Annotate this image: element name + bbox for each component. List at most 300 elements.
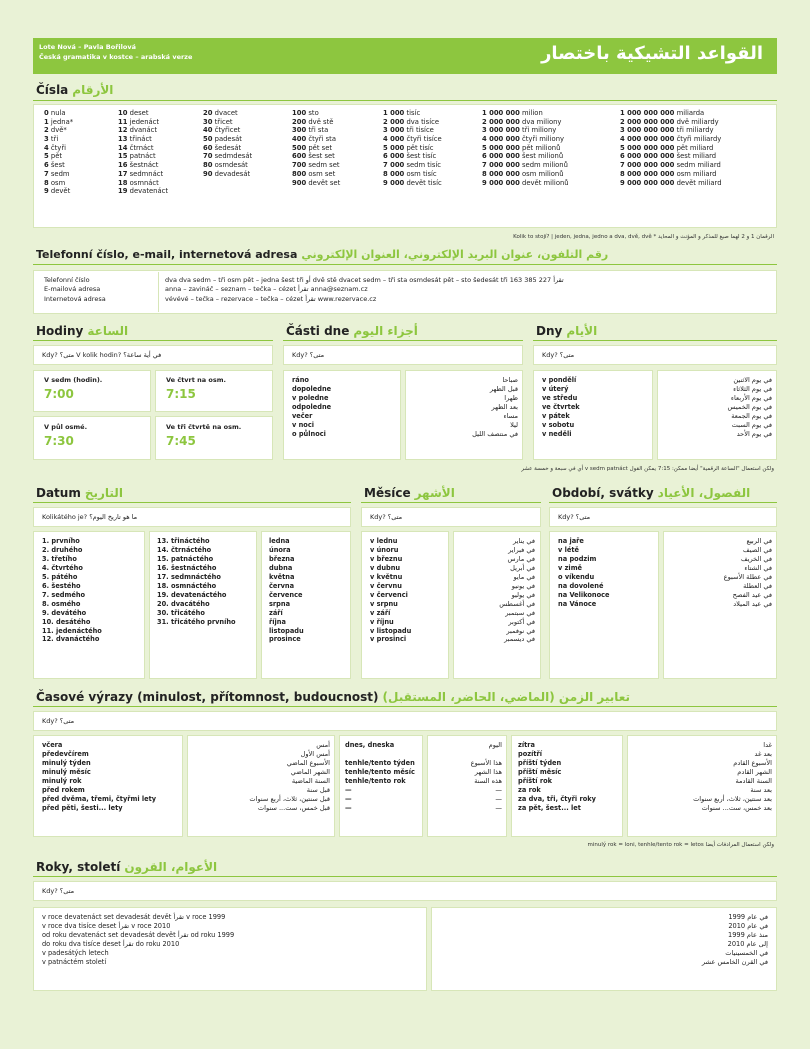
list-item: في الصيف	[742, 545, 772, 554]
list-item: في مايو	[513, 572, 535, 581]
numbers-note: Kolik to stojí? | jeden, jedna, jedno a dva, dvě, dvě * الرقمان 1 و 2 لهما صيغ للمذكر و المؤنث و المحايد	[513, 234, 774, 240]
number-entry: 200 dvě stě	[292, 117, 334, 126]
number-entry: 6 šest	[44, 161, 65, 170]
list-item: do roku dva tisíce deset تقرأ do roku 2010	[42, 939, 180, 948]
number-entry: 3 000 000 000 tři miliardy	[620, 126, 714, 135]
time-7-45: Ve tři čtvrtě na osm. 7:45	[166, 423, 242, 449]
list-item: 20. dvacátého	[157, 599, 210, 608]
list-item: v červnu	[370, 581, 402, 590]
mesice-cz-list	[370, 537, 411, 644]
number-entry: 2 dvě*	[44, 126, 67, 135]
list-item: v říjnu	[370, 617, 394, 626]
present-cz-list	[345, 741, 415, 813]
list-item: v pondělí	[542, 376, 577, 384]
list-item: في منتصف الليل	[472, 429, 518, 438]
number-entry: 4 000 čtyři tisíce	[383, 135, 442, 144]
number-entry: 70 sedmdesát	[203, 152, 253, 161]
list-item: ve čtvrtek	[542, 402, 580, 411]
list-item: 10. desátého	[42, 617, 91, 626]
list-item: في يوليو	[511, 590, 535, 599]
list-item: في مارس	[507, 554, 535, 563]
list-item: في عام 1999	[728, 913, 768, 921]
divider	[33, 706, 777, 707]
number-entry: 17 sedmnáct	[118, 169, 164, 178]
list-item: v sobotu	[542, 420, 575, 429]
list-item: بعد الظهر	[491, 402, 518, 411]
list-item: —	[495, 794, 502, 803]
list-item: في عطلة الأسبوع	[723, 572, 772, 581]
list-item: في عيد الميلاد	[733, 599, 772, 608]
time-7-15: Ve čtvrt na osm. 7:15	[166, 376, 226, 402]
list-item: في يوم الثلاثاء	[733, 384, 772, 393]
list-item: června	[269, 581, 295, 590]
number-entry: 1 000 tisíc	[383, 109, 421, 117]
divider	[158, 272, 159, 312]
numbers-column	[203, 109, 252, 179]
list-item: za rok	[518, 785, 541, 794]
list-item: في القرن الخامس عشر	[701, 957, 768, 966]
header-left	[39, 43, 192, 63]
casove-question-box	[33, 711, 777, 731]
list-item: v prosinci	[370, 635, 407, 644]
list-item: ledna	[269, 537, 290, 545]
list-item: v pátek	[542, 411, 570, 420]
number-entry: 80 osmdesát	[203, 161, 248, 170]
numbers-column	[383, 109, 442, 187]
number-entry: 18 osmnáct	[118, 178, 159, 187]
email-label: E-mailová adresa	[44, 285, 101, 294]
number-entry: 7 sedm	[44, 169, 70, 178]
number-entry: 12 dvanáct	[118, 126, 158, 135]
number-entry: 6 000 šest tisíc	[383, 152, 437, 161]
number-entry: 30 třicet	[203, 117, 233, 126]
list-item: في سبتمبر	[505, 608, 535, 617]
list-item: صباحا	[502, 376, 518, 384]
list-item: في يوم الأربعاء	[730, 393, 772, 402]
number-entry: 3 000 tři tisíce	[383, 126, 434, 135]
list-item: dubna	[269, 563, 293, 572]
list-item: na jaře	[558, 537, 584, 545]
present-ar-list	[471, 741, 502, 813]
list-item: minulý rok	[42, 776, 82, 785]
number-entry: 1 jedna*	[44, 117, 74, 126]
number-entry: 9 000 devět tisíc	[383, 178, 442, 187]
email-value: anna – zavináč – seznam – tečka – cézet تقرأ anna@seznam.cz	[165, 285, 368, 294]
list-item: في الخمسينيات	[725, 948, 768, 957]
list-item: března	[269, 554, 295, 563]
list-item: 2. druhého	[42, 545, 83, 554]
list-item: السنة الماضية	[291, 776, 330, 785]
number-entry: 19 devatenáct	[118, 187, 169, 196]
list-item	[345, 750, 415, 759]
list-item: dopoledne	[292, 384, 332, 393]
list-item: července	[269, 590, 303, 599]
casti-ar-list	[472, 376, 518, 439]
number-entry: 7 000 000 000 sedm miliard	[620, 161, 721, 170]
list-item: —	[495, 803, 502, 812]
list-item: 19. devatenáctého	[157, 590, 227, 599]
number-entry: 50 padesát	[203, 135, 242, 144]
datum-months-genitive	[269, 537, 304, 644]
number-entry: 5 000 000 000 pět miliard	[620, 143, 714, 152]
list-item: في يوم الاثنين	[733, 376, 772, 384]
time-7-30: V půl osmé. 7:30	[44, 423, 88, 449]
list-item: před pěti, šesti... lety	[42, 803, 123, 812]
list-item: v létě	[558, 545, 579, 554]
list-item: الشهر القادم	[737, 767, 772, 776]
list-item: v červenci	[370, 590, 408, 599]
number-entry: 2 000 dva tisíce	[383, 117, 440, 126]
number-entry: 11 jedenáct	[118, 117, 160, 126]
list-item: في يناير	[512, 537, 535, 545]
section-title-datum: Datum التاريخ	[36, 486, 123, 500]
list-item: قبل سنة	[306, 785, 330, 794]
list-item: pozítří	[518, 749, 543, 758]
divider	[549, 502, 777, 503]
number-entry: 10 deset	[118, 109, 149, 117]
web-label: Internetová adresa	[44, 294, 106, 303]
casti-cz-list	[292, 376, 331, 439]
list-item: اليوم	[488, 741, 502, 749]
list-item: dnes, dneska	[345, 741, 395, 749]
list-item: tenhle/tento rok	[345, 776, 406, 785]
list-item: srpna	[269, 599, 291, 608]
divider	[361, 502, 541, 503]
list-item: —	[345, 794, 352, 803]
list-item: na Velikonoce	[558, 590, 610, 599]
hodiny-question: Kdy? متى؟ V kolik hodin? في أية ساعة؟	[42, 351, 162, 359]
list-item: 11. jedenáctého	[42, 626, 102, 635]
obdobi-ar-list	[724, 537, 772, 609]
list-item: tenhle/tento měsíc	[345, 767, 415, 776]
list-item: 3. třetího	[42, 554, 77, 563]
list-item: 8. osmého	[42, 599, 81, 608]
number-entry: 1 000 000 milion	[482, 109, 543, 117]
obdobi-question: Kdy? متى؟	[558, 513, 591, 521]
section-title-telefon: Telefonní číslo, e-mail, internetová adresa رقم التلفون، عنوان البريد الإلكتروني، العنوان الإلكتروني	[36, 248, 609, 261]
list-item: 4. čtvrtého	[42, 563, 83, 572]
list-item: zítra	[518, 741, 535, 749]
number-entry: 90 devadesát	[203, 169, 251, 178]
list-item: v padesátých letech	[42, 948, 109, 957]
number-entry: 2 000 000 dva miliony	[482, 117, 562, 126]
list-item: 5. pátého	[42, 572, 78, 581]
list-item: الأسبوع الماضي	[286, 758, 330, 767]
list-item: في عام 2010	[728, 921, 768, 930]
number-entry: 4 000 000 čtyři miliony	[482, 135, 565, 144]
number-entry: 300 tři sta	[292, 126, 329, 135]
number-entry: 0 nula	[44, 109, 66, 117]
list-item: في الخريف	[740, 554, 772, 563]
list-item: أمس	[316, 741, 330, 749]
list-item: 15. patnáctého	[157, 554, 214, 563]
number-entry: 5 000 pět tisíc	[383, 143, 434, 152]
time-7-00: V sedm (hodin). 7:00	[44, 376, 103, 402]
list-item: قبل خمس، ست... سنوات	[257, 803, 330, 812]
number-entry: 4 čtyři	[44, 143, 67, 152]
number-entry: 9 devět	[44, 187, 71, 196]
number-entry: 20 dvacet	[203, 109, 238, 117]
list-item: الأسبوع القادم	[733, 758, 772, 767]
number-entry: 700 sedm set	[292, 161, 340, 170]
list-item: za dva, tři, čtyři roky	[518, 794, 596, 803]
list-item: května	[269, 572, 295, 581]
subtitle-line: Česká gramatika v kostce – arabská verze	[39, 52, 193, 61]
list-item: před rokem	[42, 785, 85, 794]
section-title-dny: Dny الأيام	[536, 324, 598, 338]
number-entry: 800 osm set	[292, 169, 336, 178]
list-item: příští rok	[518, 776, 553, 785]
casove-question: Kdy? متى؟	[42, 717, 75, 725]
casti-question: Kdy? متى؟	[292, 351, 325, 359]
list-item: za pět, šest... let	[518, 803, 581, 812]
list-item: في يوم الخميس	[727, 402, 772, 411]
list-item: في العطلة	[743, 581, 772, 590]
list-item: 18. osmnáctého	[157, 581, 217, 590]
list-item: před dvěma, třemi, čtyřmi lety	[42, 794, 157, 803]
list-item: في الربيع	[746, 537, 772, 545]
list-item: 31. třicátého prvního	[157, 617, 236, 626]
numbers-column	[482, 109, 569, 187]
list-item: v úterý	[542, 384, 569, 393]
list-item: 17. sedmnáctého	[157, 572, 221, 581]
list-item: الشهر الماضي	[290, 767, 330, 776]
section-title-cisla: Čísla الأرقام	[36, 83, 114, 97]
number-entry: 8 000 000 osm milionů	[482, 169, 564, 178]
datum-question: Kolikátého je? ما هو تاريخ اليوم؟	[42, 513, 138, 521]
past-cz-list	[42, 741, 156, 813]
list-item: 16. šestnáctého	[157, 563, 217, 572]
list-item: prosince	[269, 635, 301, 644]
number-entry: 60 šedesát	[203, 143, 242, 152]
number-entry: 15 patnáct	[118, 152, 156, 161]
list-item: في يونيو	[511, 581, 535, 590]
list-item: v květnu	[370, 572, 403, 581]
future-cz-list	[518, 741, 596, 813]
list-item: na Vánoce	[558, 599, 597, 608]
list-item: قبل سنتين، ثلاث، أربع سنوات	[249, 794, 330, 803]
list-item: —	[345, 803, 352, 812]
mesice-ar-list	[499, 537, 535, 644]
number-entry: 500 pět set	[292, 143, 333, 152]
list-item: أمس الأول	[300, 749, 330, 758]
list-item: 7. sedmého	[42, 590, 86, 599]
list-item: listopadu	[269, 626, 304, 635]
list-item: بعد سنة	[750, 785, 772, 794]
divider	[33, 264, 777, 265]
number-entry: 4 000 000 000 čtyři miliardy	[620, 135, 722, 144]
web-value: vévévé – tečka – rezervace – tečka – cézet تقرأ www.rezervace.cz	[165, 294, 377, 303]
list-item: o půlnoci	[292, 429, 326, 438]
number-entry: 14 čtrnáct	[118, 143, 154, 152]
list-item: října	[269, 617, 286, 626]
hodiny-note: ولكن استعمال "الساعة الرقمية" أيضا ممكن: 7:15 يمكن القول v sedm patnáct أي في سبعة و خمسة عشر	[521, 466, 774, 472]
list-item: بعد غد	[754, 749, 772, 758]
obdobi-cz-list	[558, 537, 610, 609]
list-item: في أغسطس	[499, 599, 535, 608]
list-item: v noci	[292, 420, 314, 429]
number-entry: 8 osm	[44, 178, 66, 187]
number-entry: 900 devět set	[292, 178, 341, 187]
numbers-column	[118, 109, 168, 196]
list-item: منذ عام 1999	[728, 930, 768, 939]
list-item: v únoru	[370, 545, 399, 554]
list-item: příští měsíc	[518, 767, 562, 776]
list-item: مساء	[503, 411, 518, 420]
number-entry: 3 000 000 tři miliony	[482, 126, 557, 135]
divider	[33, 502, 351, 503]
number-entry: 5 pět	[44, 152, 63, 161]
section-title-hodiny: Hodiny الساعة	[36, 324, 129, 338]
list-item: 1. prvního	[42, 537, 80, 545]
list-item: v patnáctém století	[42, 957, 107, 966]
number-entry: 1 000 000 000 miliarda	[620, 109, 705, 117]
number-entry: 40 čtyřicet	[203, 126, 241, 135]
header-title-ar: القواعد التشيكية باختصار	[541, 43, 763, 64]
list-item: od roku devatenáct set devadesát devět تقرأ od roku 1999	[42, 930, 235, 939]
list-item: هذه السنة	[474, 776, 502, 785]
number-entry: 600 šest set	[292, 152, 335, 161]
section-title-roky: Roky, století الأعوام، القرون	[36, 860, 218, 874]
numbers-column	[292, 109, 340, 187]
list-item: 12. dvanáctého	[42, 635, 100, 644]
list-item: في نوفمبر	[506, 626, 535, 635]
roky-question: Kdy? متى؟	[42, 887, 75, 895]
number-entry: 5 000 000 pět milionů	[482, 143, 561, 152]
list-item: v roce dva tisíce deset تقرأ v roce 2010	[42, 921, 171, 930]
list-item: —	[345, 785, 352, 794]
list-item: إلى عام 2010	[727, 939, 768, 948]
numbers-column	[44, 109, 73, 196]
list-item: 30. třicátého	[157, 608, 205, 617]
list-item: بعد خمس، ست... سنوات	[701, 803, 772, 812]
list-item: في فبراير	[508, 545, 535, 554]
list-item: včera	[42, 741, 63, 749]
list-item: هذا الشهر	[474, 767, 502, 776]
casove-note: minulý rok = loni, tenhle/tento rok = letos ولكن استعمال المرادفات أيضا	[587, 842, 774, 848]
list-item: na podzim	[558, 554, 597, 563]
dny-ar-list	[728, 376, 772, 439]
number-entry: 3 tři	[44, 135, 59, 144]
list-item: v dubnu	[370, 563, 401, 572]
number-entry: 13 třináct	[118, 135, 152, 144]
section-title-casti-dne: Části dne أجزاء اليوم	[286, 324, 418, 338]
number-entry: 2 000 000 000 dvě miliardy	[620, 117, 719, 126]
past-ar-list	[249, 741, 330, 813]
number-entry: 8 000 000 000 osm miliard	[620, 169, 717, 178]
datum-ordinals-1	[42, 537, 102, 644]
list-item: ظهرا	[504, 393, 518, 402]
number-entry: 7 000 000 sedm milionů	[482, 161, 568, 170]
roky-cz-list	[42, 913, 234, 967]
future-ar-list	[693, 741, 772, 813]
list-item: 13. třináctého	[157, 537, 210, 545]
phone-value: dva dva sedm – tři osm pět – jedna šest tři أو dvě stě dvacet sedm – tři sta osmdesát pět – sto šedesát tři تقرأ 227 385 163	[165, 276, 564, 284]
section-title-mesice: Měsíce الأشهر	[364, 486, 455, 500]
number-entry: 9 000 000 devět milionů	[482, 178, 569, 187]
mesice-question: Kdy? متى؟	[370, 513, 403, 521]
datum-ordinals-2	[157, 537, 236, 627]
list-item: —	[495, 785, 502, 794]
list-item: بعد سنتين، ثلاث، أربع سنوات	[693, 794, 772, 803]
list-item: na dovolené	[558, 581, 604, 590]
list-item: في عيد الفصح	[732, 590, 772, 599]
number-entry: 400 čtyři sta	[292, 135, 337, 144]
list-item: 14. čtrnáctého	[157, 545, 212, 554]
publisher-line: Lote Nová – Pavla Bořilová	[39, 43, 136, 51]
roky-ar-list	[702, 913, 768, 967]
list-item: 9. devátého	[42, 608, 87, 617]
divider	[533, 340, 777, 341]
list-item: في يوم السبت	[731, 420, 772, 429]
divider	[33, 340, 273, 341]
list-item: v listopadu	[370, 626, 412, 635]
contact-labels	[44, 276, 106, 304]
list-item: قبل الظهر	[489, 384, 518, 393]
section-title-obdobi: Období, svátky الفصول، الأعياد	[552, 486, 751, 500]
list-item: o víkendu	[558, 572, 595, 581]
list-item: v roce devatenáct set devadesát devět تقرأ v roce 1999	[42, 913, 226, 921]
dny-cz-list	[542, 376, 580, 439]
list-item: السنة القادمة	[735, 776, 772, 785]
list-item: في يوم الأحد	[736, 429, 772, 438]
divider	[33, 876, 777, 877]
list-item: في أبريل	[510, 563, 535, 572]
list-item: ve středu	[542, 393, 578, 402]
numbers-column	[620, 109, 722, 187]
list-item: في يوم الجمعة	[731, 411, 772, 420]
list-item: هذا الأسبوع	[470, 758, 502, 767]
number-entry: 8 000 osm tisíc	[383, 169, 437, 178]
list-item: غدا	[763, 741, 772, 749]
list-item: v lednu	[370, 537, 398, 545]
list-item: večer	[292, 411, 313, 420]
list-item: ráno	[292, 376, 309, 384]
list-item: في الشتاء	[744, 563, 772, 572]
section-title-casove: Časové výrazy (minulost, přítomnost, budoucnost) تعابير الزمن (الماضي، الحاضر، المستقبل)	[36, 690, 631, 704]
list-item: في أكتوبر	[508, 617, 535, 626]
number-entry: 7 000 sedm tisíc	[383, 161, 441, 170]
list-item: příští týden	[518, 758, 562, 767]
list-item: minulý měsíc	[42, 767, 91, 776]
list-item: 6. šestého	[42, 581, 81, 590]
list-item	[471, 750, 502, 759]
list-item: v srpnu	[370, 599, 398, 608]
list-item: předevčírem	[42, 749, 89, 758]
header-banner	[33, 38, 777, 74]
divider	[283, 340, 523, 341]
list-item: ليلا	[510, 420, 518, 429]
list-item: v zimě	[558, 563, 583, 572]
number-entry: 9 000 000 000 devět miliard	[620, 178, 722, 187]
list-item: odpoledne	[292, 402, 332, 411]
dny-question: Kdy? متى؟	[542, 351, 575, 359]
phone-label: Telefonní číslo	[44, 276, 90, 284]
list-item: v neděli	[542, 429, 572, 438]
list-item: v září	[370, 608, 391, 617]
number-entry: 100 sto	[292, 109, 319, 117]
list-item: září	[269, 608, 283, 617]
number-entry: 16 šestnáct	[118, 161, 159, 170]
list-item: minulý týden	[42, 758, 91, 767]
roky-question-box	[33, 881, 777, 901]
list-item: tenhle/tento týden	[345, 758, 415, 767]
list-item: února	[269, 545, 291, 554]
list-item: v březnu	[370, 554, 403, 563]
number-entry: 6 000 000 000 šest miliard	[620, 152, 717, 161]
contact-values	[165, 276, 564, 304]
divider	[33, 100, 777, 101]
